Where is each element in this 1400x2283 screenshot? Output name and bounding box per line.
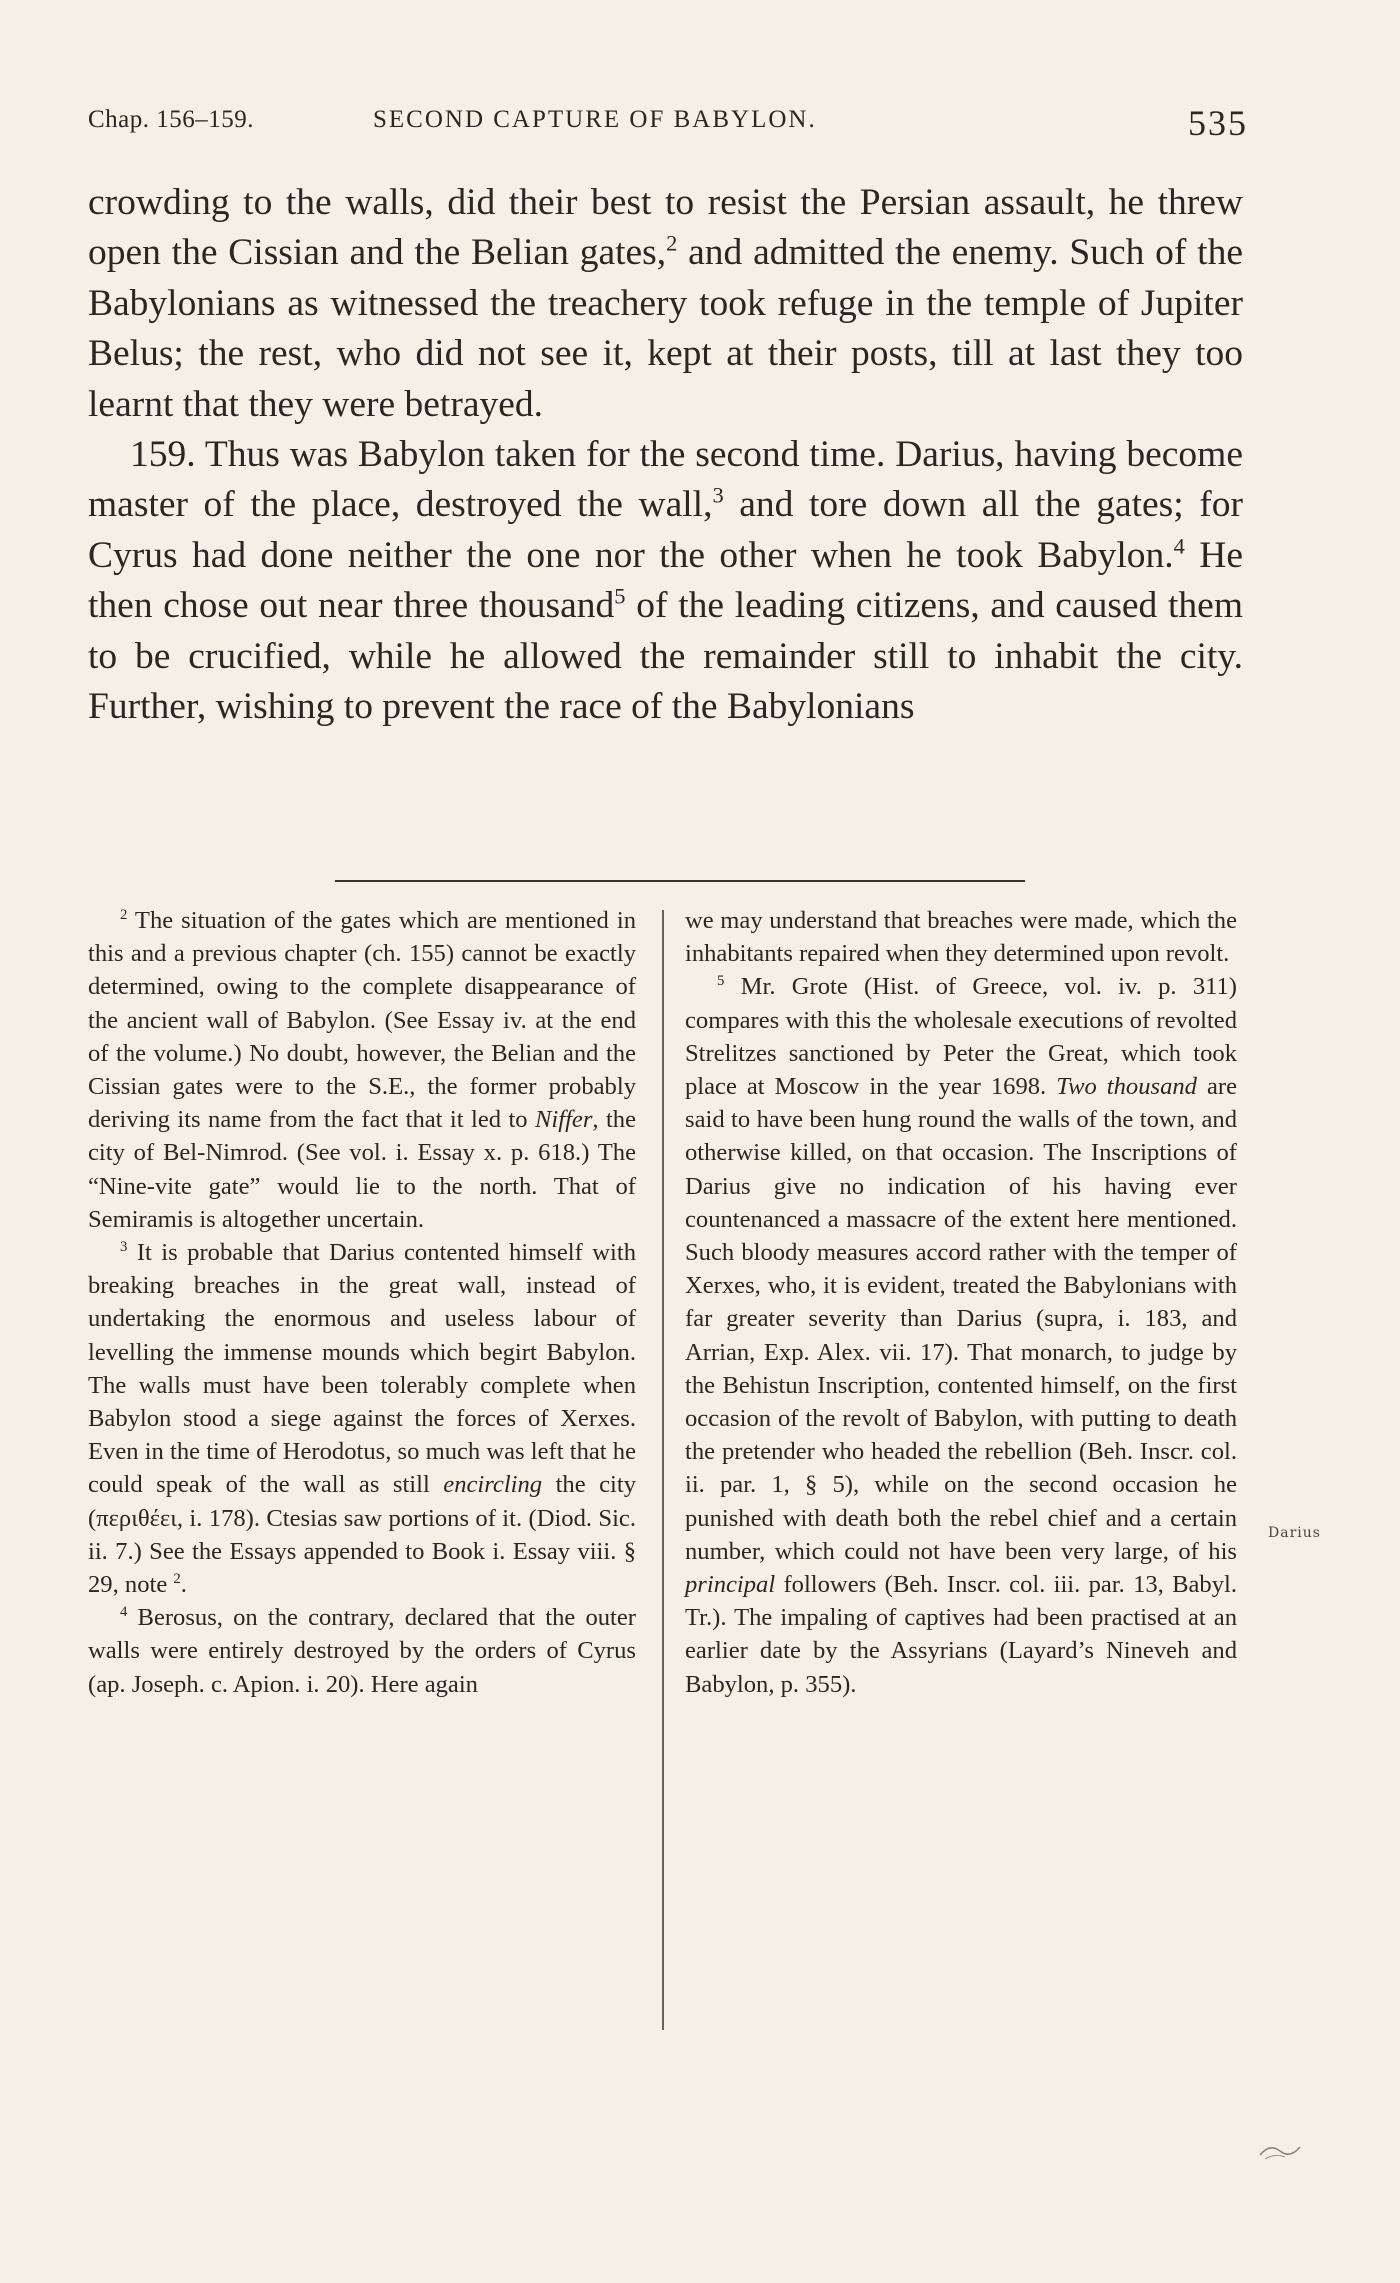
- text-segment: He then chose out near three thousand: [88, 534, 1243, 627]
- footnote-marker: 2: [120, 906, 128, 923]
- text-segment: Mr. Grote (Hist. of Greece, vol. iv. p. 311) compares with this the wholesale executions of revolted Strelitzes sanctioned by Peter the Great, which took place at Moscow in the year 1698.: [685, 973, 1237, 1101]
- footnote-marker: 5: [717, 973, 725, 990]
- text-segment: the city (περιθέει, i. 178). Ctesias saw portions of it. (Diod. Sic. ii. 7.) See the Essays appended to Book i. Essay viii. § 29, note: [88, 1471, 636, 1599]
- text-segment: followers (Beh. Inscr. col. iii. par. 13, Babyl. Tr.). The impaling of captives had been practised at an earlier date by the Assyrians (Layard’s Nineveh and Babylon, p. 355).: [685, 1571, 1237, 1698]
- main-text: [88, 178, 1243, 732]
- text-segment: crowding to the walls, did their best to resist the Persian assault, he threw open the Cissian and the Belian gates,: [88, 182, 1243, 274]
- footnote-ref-2: 2: [666, 230, 678, 256]
- running-header: [88, 96, 1248, 146]
- text-segment: and admitted the enemy. Such of the Babylonians as witnessed the treachery took refuge in the temple of Jupiter Belus; the rest, who did not see it, kept at their posts, till at last they too learnt that they were betrayed.: [88, 232, 1243, 425]
- footnotes-right-column: [685, 904, 1237, 1701]
- text-segment: .: [180, 1571, 187, 1599]
- main-paragraph-159: [88, 430, 1243, 732]
- text-segment: It is probable that Darius contented himself with breaking breaches in the great wall, instead of undertaking the enormous and useless labour of levelling the immense mounds which begirt Babylon. The walls must have been tolerably complete when Babylon stood a siege against the forces of Xerxes. Even in the time of Herodotus, so much was left that he could speak of the wall as still: [88, 1239, 636, 1499]
- footnote-5: [685, 970, 1237, 1700]
- text-segment: The situation of the gates which are mentioned in this and a previous chapter (ch. 155) cannot be exactly determined, owing to the complete disappearance of the ancient wall of Babylon. (See Essay iv. at the end of the volume.) No doubt, however, the Belian and the Cissian gates were to the S.E., the former probably deriving its name from the fact that it led to: [88, 907, 636, 1134]
- ink-smudge-icon: [1255, 2135, 1305, 2165]
- footnote-divider: [335, 880, 1025, 882]
- page-number: 535: [1188, 103, 1248, 143]
- footnote-marker: 3: [120, 1238, 128, 1255]
- footnote-4-continued: we may understand that breaches were made, which the inhabitants repaired when they determined upon revolt.: [685, 907, 1237, 968]
- italic-text: encircling: [443, 1471, 543, 1499]
- text-segment: are said to have been hung round the walls of the town, and otherwise killed, on that occasion. The Inscriptions of Darius give no indication of his having ever countenanced a massacre of the extent here mentioned. Such bloody measures accord rather with the temper of Xerxes, who, it is evident, treated the Babylonians with far greater severity than Darius (supra, i. 183, and Arrian, Exp. Alex. vii. 17). That monarch, to judge by the Behistun Inscription, contented himself, on the first occasion of the revolt of Babylon, with putting to death the pretender who headed the rebellion (Beh. Inscr. col. ii. par. 1, § 5), while on the second occasion he punished with death both the rebel chief and a certain number, which could not have been very large, of his: [685, 1073, 1237, 1565]
- text-segment: and tore down all the gates; for Cyrus had done neither the one nor the other when he took Babylon.: [88, 484, 1243, 576]
- italic-text: Two thousand: [1056, 1073, 1197, 1101]
- text-segment: , the city of Bel-Nimrod. (See vol. i. Essay x. p. 618.) The “Nine-vite gate” would lie to the north. That of Semiramis is altogether uncertain.: [88, 1106, 636, 1233]
- footnote-marker: 4: [120, 1604, 128, 1621]
- text-segment: of the leading citizens, and caused them to be crucified, while he allowed the remainder still to inhabit the city. Further, wishing to prevent the race of the Babylonians: [88, 585, 1243, 728]
- footnote-4: [88, 1601, 636, 1701]
- footnote-2: [88, 904, 636, 1236]
- running-title: SECOND CAPTURE OF BABYLON.: [373, 106, 817, 133]
- italic-text: principal: [685, 1571, 776, 1599]
- chapter-reference: Chap. 156–159.: [88, 106, 255, 133]
- footnote-ref-5: 5: [614, 583, 626, 609]
- text-segment: 159. Thus was Babylon taken for the second time. Darius, having become master of the place, destroyed the wall,: [88, 434, 1243, 526]
- footnote-ref-3: 3: [712, 482, 724, 508]
- footnote-ref-4: 4: [1173, 533, 1185, 559]
- main-paragraph-1: [88, 178, 1243, 430]
- handwritten-margin-note: Darius: [1268, 1525, 1321, 1541]
- note-ref: 2: [173, 1570, 181, 1587]
- footnote-3: [88, 1236, 636, 1601]
- text-segment: Berosus, on the contrary, declared that the outer walls were entirely destroyed by the orders of Cyrus (ap. Joseph. c. Apion. i. 20). Here again: [88, 1604, 636, 1698]
- column-divider: [662, 910, 664, 2030]
- italic-text: Niffer: [535, 1106, 593, 1134]
- footnotes-left-column: [88, 904, 636, 1701]
